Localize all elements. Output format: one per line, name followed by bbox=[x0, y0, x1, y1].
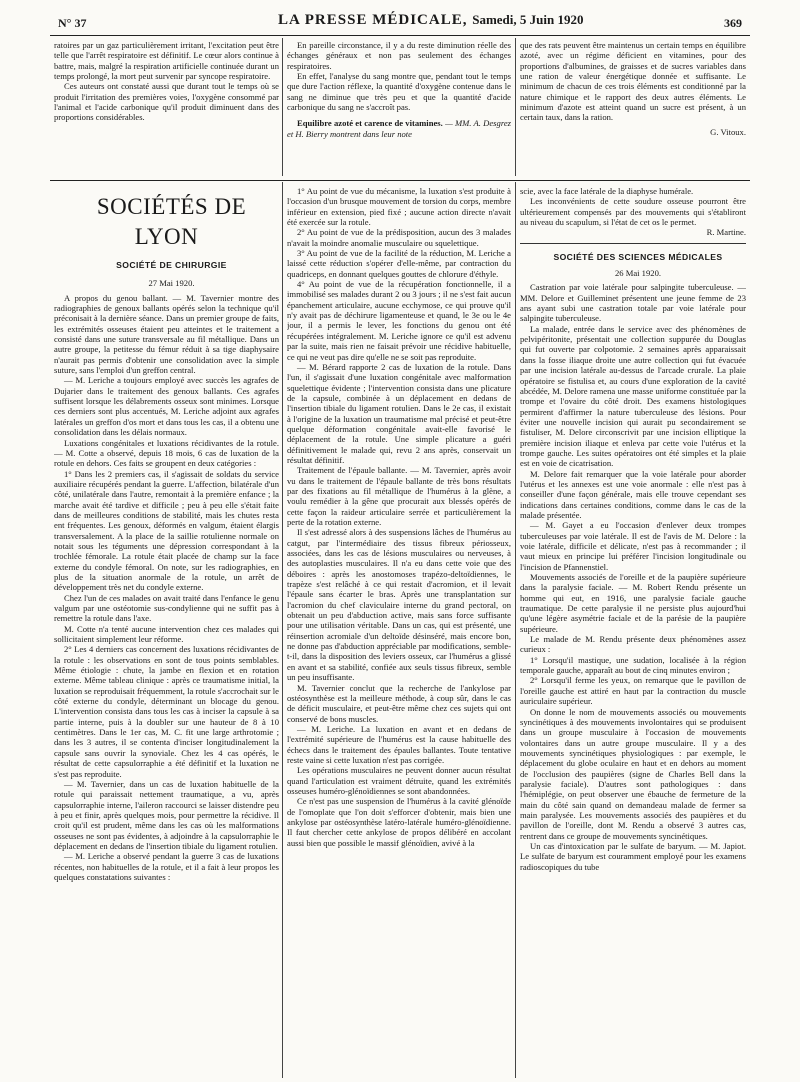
paragraph: — M. Bérard rapporte 2 cas de luxation de la rotule. Dans l'un, il s'agissait d'une luxation congénitale avec malformation squelettique évidente ; l'intervention consista dans une plicature de la capsule, combinée à un déplacement en dedans de l'insertion tibiale du ligament rotulien. Dans le 2e cas, il existait à l'origine de la luxation un traumatisme mal précisé et peut-être quelque déformation congénitale avait-elle favorisé le déplacement de la rotule. Une simple plicature a guéri définitivement le malade qui, revu 2 ans après, conservait un résultat définitif. bbox=[287, 361, 511, 465]
paragraph: 2° Lorsqu'il ferme les yeux, on remarque que le pavillon de l'oreille gauche est attiré en haut par la contraction du muscle auriculaire supérieur. bbox=[520, 675, 746, 707]
paragraph: Ces auteurs ont constaté aussi que durant tout le temps où se produit l'irritation des premières voies, l'oxygène consommé par l'animal et l'acide carbonique qu'il produit diminuent dans des proportions considérables. bbox=[54, 81, 279, 123]
paragraph: 1° Au point de vue du mécanisme, la luxation s'est produite à l'occasion d'un brusque mouvement de torsion du corps, membre inférieur en extension, pied fixé ; aucune action directe n'avait été exercée sur la rotule. bbox=[287, 186, 511, 228]
author-signature: R. Martine. bbox=[706, 227, 746, 238]
paragraph-text: — MM. A. Desgrez et H. Bierry montrent dans leur note bbox=[287, 118, 511, 139]
meeting-date: 27 Mai 1920. bbox=[148, 278, 195, 289]
paragraph: On donne le nom de mouvements associés ou mouvements syncinétiques à des mouvements involontaires qui se produisent dans un groupe musculaire à l'occasion de mouvements volontaires dans un autre groupe musculaire. Il y a des mouvements syncinétiques physiologiques : par exemple, le déplacement du globe oculaire en haut et en dehors au moment de l'occlusion des paupières (signe de Charles Bell dans la paralysie faciale). D'autres sont pathologiques : dans l'hémiplégie, on peut observer une ébauche de fermeture de la main du côté sain quand on demandeau malade de fermer sa main paralysée. Les mouvements associés des paupières et du pavillon de l'oreille, dont M. Rendu a observé 3 autres cas, rentrent dans ce groupe de mouvements syncinétiques. bbox=[520, 706, 746, 841]
top-column-3 bbox=[520, 40, 746, 175]
paragraph: En pareille circonstance, il y a du reste diminution réelle des échanges généraux et non pas seulement des échanges respiratoires. bbox=[287, 40, 511, 71]
paragraph: — M. Leriche a observé pendant la guerre 3 cas de luxations récentes, non habituelles de la rotule, et il a fait à leur propos les quelques constatations suivantes : bbox=[54, 851, 279, 882]
paragraph: Les opérations musculaires ne peuvent donner aucun résultat quand l'articulation est vraiment détruite, quand les extrémités osseuses huméro-glénoïdiennes se sont abandonnées. bbox=[287, 765, 511, 796]
paragraph: — M. Tavernier, dans un cas de luxation habituelle de la rotule qui paraissait nettement traumatique, a vu, après capsulorraphie interne, l'aileron raccourci se laisser distendre peu à peu et finir, après quelques mois, pour permettre la récidive. Il croit qu'il est prudent, même dans les cas où les malformations osseuses ne sont pas évidentes, à adjoindre à la capsulorraphie le déplacement en dedans de l'insertion tibiale du ligament rotulien. bbox=[54, 778, 279, 851]
column-divider bbox=[515, 182, 516, 1078]
top-column-2 bbox=[287, 40, 511, 175]
paragraph: M. Cotte n'a tenté aucune intervention chez ces malades qui sollicitaient simplement leur réforme. bbox=[54, 623, 279, 645]
column-divider bbox=[282, 38, 283, 176]
section-rule bbox=[50, 180, 750, 181]
society-name: SOCIÉTÉ DES SCIENCES MÉDICALES bbox=[553, 251, 723, 262]
meeting-date: 26 Mai 1920. bbox=[614, 268, 662, 279]
paragraph: Les inconvénients de cette soudure osseuse pourront être ultérieurement compensés par des mouvements qui s'établiront au niveau du scapulum, si l'état de cet os le permet. bbox=[520, 196, 746, 228]
paragraph: Luxations congénitales et luxations récidivantes de la rotule. — M. Cotte a observé, depuis 18 mois, 6 cas de luxation de la rotule en dehors. Ces faits se groupent en deux catégories : bbox=[54, 437, 279, 469]
journal-name: LA PRESSE MÉDICALE, bbox=[278, 12, 468, 28]
author-signature: G. Vitoux. bbox=[710, 126, 746, 137]
paragraph: A propos du genou ballant. — M. Tavernier montre des radiographies de genoux ballants opérés selon la technique qu'il préconisait à la dernière séance. Dans un premier groupe de faits, les extrémités osseuses étaient peu atteintes et le traitement a consisté dans une suture transversale au fil métallique. Dans un autre groupe, la petitesse du fémur réduit à sa tige diaphysaire n'aurait pas permis d'obtenir une consolidation avec la simple suture, sans l'emploi d'un greffon central. bbox=[54, 292, 279, 376]
paragraph: Mouvements associés de l'oreille et de la paupière supérieure dans la paralysie faciale. — M. Robert Rendu présente un homme qui eut, en 1916, une paralysie faciale gauche traumatique. De cette paralysie il ne persiste plus aujourd'hui qu'une légère asymétrie faciale et de la parésie de la paupière supérieure. bbox=[520, 572, 746, 634]
paragraph: 1° Lorsqu'il mastique, une sudation, localisée à la région temporale gauche, apparaît au bout de cinq minutes environ ; bbox=[520, 654, 746, 676]
section-heading: Equilibre azoté et carence de vitamines. bbox=[297, 118, 443, 129]
paragraph: Il s'est adressé alors à des suspensions lâches de l'humérus au catgut, par l'intermédiaire des tissus fibreux périosseux, associées, dans les cas de lésions musculaires ou nerveuses, à des autoplasties musculaires. Il n'a eu dans cette voie que des déboires : après les anostomoses trapézo-deltoïdiennes, le trapèze s'est relâché à ce qui restait d'acromion, et il levait l'épaule sans écarter le bras. Après une transplantation sur l'acromion du chef claviculaire interne du grand pectoral, on obtenait un peu d'abduction active, mais sans force suffisante pour une utilisation véritable. Dans un cas, qui est présenté, une réinsertion acromiale d'un deltoïde désinséré, mais encore bon, ne donne pas d'abduction appréciable par modifications, semble-t-il, dans la disposition des leviers osseux, car l'humérus a glissé en avant et sa stabilité, confiée aux seuls tissus fibreux, semble un peu insuffisante. bbox=[287, 527, 511, 683]
paragraph: En effet, l'analyse du sang montre que, pendant tout le temps que dure l'action réflexe, la quantité d'oxygène contenue dans le sang ne diminue que très peu et que la quantité d'acide carbonique du sang ne s'accroît pas. bbox=[287, 71, 511, 113]
paragraph: La malade, entrée dans le service avec des phénomènes de pelvipéritonite, présentait une collection suppurée du Douglas qui fut ouverte par colpotomie. 2 semaines après apparaissait dans la fosse iliaque droite une autre collection qui fut évacuée par une incision latérale au-dessus de l'arcade crurale. La plaie opératoire se fistulisa et, au cours d'une exploration de la cavité abcédée, M. Delore ramena une masse uniforme constituée par la trompe et l'ovaire du côté droit. Des examens histologiques permirent d'affirmer la nature tuberculeuse des lésions. Pour éviter une nouvelle incision qui aurait pu secondairement se fistuliser, M. Delore circonscrivit par une incision elliptique la première incision iliaque et enleva par cette voie l'utérus et la trompe gauche. Les suites opératoires ont été simples et la plaie est en voie de cicatrisation. bbox=[520, 323, 746, 469]
column-2 bbox=[287, 186, 511, 1076]
header-rule bbox=[50, 35, 750, 36]
paragraph: 3° Au point de vue de la facilité de la réduction, M. Leriche a laissé cette réduction s'opérer d'elle-même, par contraction du quadriceps, en donnant quelques gouttes de chlorure d'éthyle. bbox=[287, 248, 511, 279]
paragraph: 4° Au point de vue de la récupération fonctionnelle, il a immobilisé ses malades durant 2 ou 3 jours ; il ne s'est fait aucun épanchement articulaire, aucune ecchymose, ce qui prouve qu'il n'y avait pas de déchirure ligamenteuse et quand, le 3e ou le 4e jour, il a permis le lever, les fonctions du genou ont été récupérées intégralement. M. Leriche ignore ce qu'il est advenu par la suite, mais rien ne faisait prévoir une récidive habituelle, ce qui ne veut pas dire qu'elle ne se soit pas reproduite. bbox=[287, 279, 511, 362]
paragraph: Chez l'un de ces malades on avait traité dans l'enfance le genu valgum par une ostéotomie sus-condylienne qui ne suffit pas à remettre la rotule dans l'axe. bbox=[54, 592, 279, 624]
paragraph: Un cas d'intoxication par le sulfate de baryum. — M. Japiot. Le sulfate de baryum est couramment employé pour les examens radioscopiques du tube bbox=[520, 840, 746, 872]
paragraph: Ce n'est pas une suspension de l'humérus à la cavité glénoïde de l'omoplate que l'on doit s'efforcer d'obtenir, mais bien une ankylose par ostéosynthèse latéro-latérale huméro-glénoïdienne. Il faut chercher cette ankylose de propos délibéré en accolant aussi bien que possible le massif glénoïdien, avivé à la bbox=[287, 796, 511, 848]
paragraph: 2° Les 4 derniers cas concernent des luxations récidivantes de la rotule : les observations en sont de tous points semblables. Même étiologie : chute, la jambe en flexion et en rotation externe. Même tableau clinique : après ce traumatisme initial, la luxation se reproduisait fréquemment, la rotule s'accrochait sur le côté externe du condyle, déterminant un blocage du genou. L'intervention consista dans tous les cas à inciser la capsule à sa partie interne, puis à la doubler sur une hauteur de 8 à 10 centimètres. Dans le 1er cas, M. C. fit une large arthrotomie ; dans les 3 autres, il se contenta d'inciser longitudinalement la capsule sans ouvrir la synoviale. Chez les 4 cas opérés, le résultat de cette capsulorraphie a été définitif et la luxation ne s'est pas reproduite. bbox=[54, 644, 279, 779]
journal-title bbox=[278, 12, 583, 29]
paragraph: M. Delore fait remarquer que la voie latérale pour aborder l'utérus et les annexes est une voie anormale : elle n'est pas à conseiller d'une façon générale, mais elle trouve cependant ses indications dans certaines conditions, comme dans le cas de la malade présentée. bbox=[520, 468, 746, 520]
column-divider bbox=[282, 182, 283, 1078]
paragraph: — M. Leriche a toujours employé avec succès les agrafes de Dujarier dans le traitement des genoux ballants. Ces agrafes suffisent lorsque les délabrements osseux sont minimes. Lorsque ces derniers sont plus accentués, M. Leriche adjoint aux agrafes latérales un greffon d'os mort et dans tous les cas, il a obtenu une consolidation dans les délais normaux. bbox=[54, 375, 279, 438]
paragraph: Castration par voie latérale pour salpingite tuberculeuse. — MM. Delore et Guilleminet présentent une jeune femme de 23 ans ayant subi une castration totale par voie latérale pour salpingite tuberculeuse. bbox=[520, 282, 746, 324]
paragraph: Le malade de M. Rendu présente deux phénomènes assez curieux : bbox=[520, 634, 746, 655]
column-3 bbox=[520, 186, 746, 1076]
issue-date: Samedi, 5 Juin 1920 bbox=[472, 12, 584, 27]
section-title: SOCIÉTÉS DE LYON bbox=[96, 194, 247, 249]
page-header bbox=[50, 6, 750, 34]
section-rule bbox=[520, 243, 746, 244]
paragraph: — M. Leriche. La luxation en avant et en dedans de l'extrémité supérieure de l'humérus est la cause habituelle des échecs dans le traitement des épaules ballantes. Toute tentative reste vaine si cette luxation n'est pas corrigée. bbox=[287, 723, 511, 765]
top-column-1 bbox=[54, 40, 279, 175]
page-number: 369 bbox=[724, 16, 742, 30]
paragraph: M. Tavernier conclut que la recherche de l'ankylose par ostéosynthèse est la meilleure méthode, à coup sûr, dans le cas de déficit musculaire, et peut-être même chez ces sujets qui ont conservé de bons muscles. bbox=[287, 682, 511, 724]
paragraph bbox=[287, 118, 511, 139]
paragraph: que des rats peuvent être maintenus un certain temps en équilibre azoté, avec un régime déficient en vitamines, pour des proportions d'albumines, de graisses et de sucres variables dans une ration de valeur énergétique donnée et suffisante. Le minimum de chacun de ces trois éléments est conditionné par la nature chimique et le rapport des deux autres éléments. Le minimum d'azote est atteint quand un sucre est présent, à un certain taux, dans la ration. bbox=[520, 40, 746, 123]
column-divider bbox=[515, 38, 516, 176]
paragraph: — M. Gayet a eu l'occasion d'enlever deux trompes tuberculeuses par voie latérale. Il est de l'avis de M. Delore : la voie latérale, difficile et délicate, n'est pas à recommander ; il vaut mieux en principe lui préférer l'incision longitudinale ou l'incision de Pfannenstiel. bbox=[520, 520, 746, 572]
paragraph: scie, avec la face latérale de la diaphyse humérale. bbox=[520, 186, 694, 196]
paragraph: 2° Au point de vue de la prédisposition, aucun des 3 malades n'avait la moindre anomalie musculaire ou squelettique. bbox=[287, 227, 511, 248]
paragraph: ratoires par un gaz particulièrement irritant, l'excitation peut être telle que l'arrêt respiratoire est définitif. Le cœur alors continue à battre, mais, malgré la respiration artificielle continuée durant un temps prolongé, la mort peut survenir par syncope respiratoire. bbox=[54, 40, 279, 82]
paragraph: 1° Dans les 2 premiers cas, il s'agissait de soldats du service auxiliaire récupérés pendant la guerre. L'affection, bilatérale d'un côté, unilatérale dans l'autre, remontait à la première enfance ; la marche avait été tardive et difficile ; peu à peu elle s'était faite dans de meilleures conditions de stabilité, mais les chutes resta ent fréquentes. Les genoux, déformés en valgum, étaient élargis transversalement. A la place de la saillie rotulienne normale on notait sous les téguments une dépression correspondant à la trochlée fémorale. La rotule était placée de champ sur la face externe du condyle fémoral. On note, sur les radiographies, en plus de la situation anormale de la rotule, un arrêt de développement très net du condyle externe. bbox=[54, 468, 279, 593]
society-name: SOCIÉTÉ DE CHIRURGIE bbox=[116, 260, 227, 270]
issue-number: N° 37 bbox=[58, 16, 87, 30]
column-1 bbox=[54, 186, 279, 1076]
paragraph: Traitement de l'épaule ballante. — M. Tavernier, après avoir vu dans le traitement de l'épaule ballante de très bons résultats par des fixations au fil métallique de l'humérus à la glène, a voulu remédier à la gêne que procurait aux blessés opérés de cette façon la raideur articulaire serrée et particulièrement la perte de la rotation externe. bbox=[287, 465, 511, 527]
